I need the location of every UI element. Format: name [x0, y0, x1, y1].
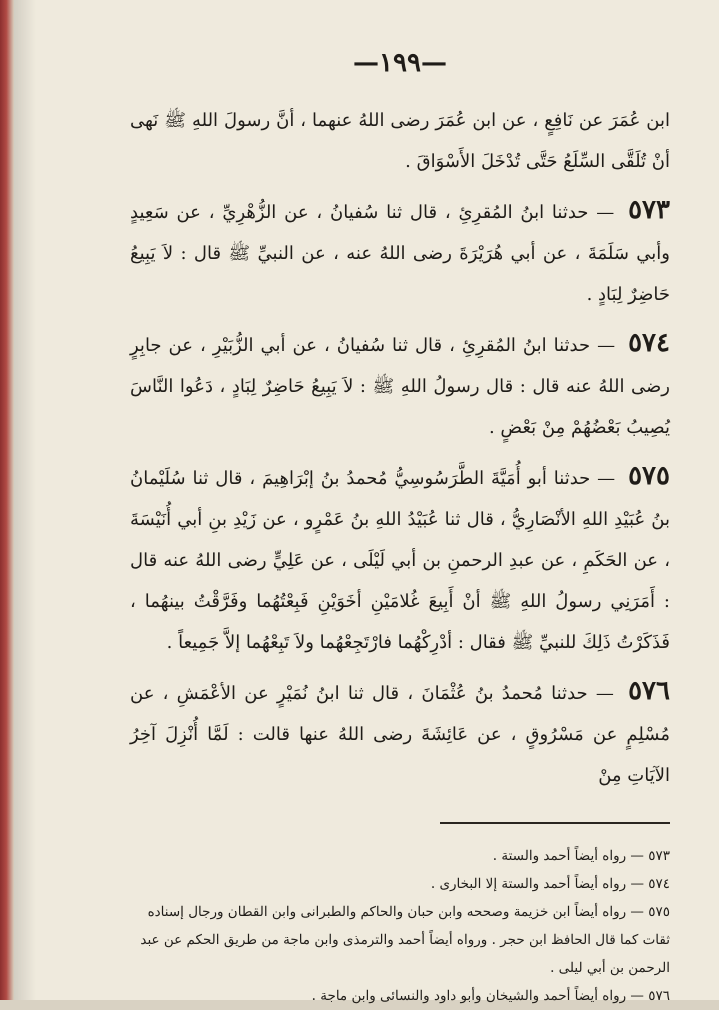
hadith-number: ٥٧٣ — [628, 195, 670, 225]
paragraph-text: — حدثنا ابنُ المُقرِئِ ، قال ثنا سُفيانُ ، عن أبي الزُّبَيْرِ ، عن جابِرٍ رضى اللهُ عنه قال : قال رسولُ اللهِ ﷺ : لاَ يَبِيعُ حَاضِرٌ لِبَادٍ ، دَعُوا النَّاسَ يُصِيبُ بَعْضُهُمْ مِنْ بَعْضٍ . — [130, 335, 670, 438]
hadith-575 — [130, 456, 670, 663]
paragraph-text: — حدثنا أبو أُمَيَّةَ الطَّرَسُوسِيُّ مُحمدُ بنُ إبْرَاهِيمَ ، قال ثنا سُلَيْمانُ بنُ عُبَيْدِ اللهِ الأنْصَارِيُّ ، قال ثنا عُبَيْدُ اللهِ بنُ عَمْرٍو ، عن زَيْدِ بنِ أبي أُنَيْسَةَ ، عن الحَكَمِ ، عن عبدِ الرحمنِ بن أبي لَيْلَى ، عن عَلِيٍّ رضى اللهُ عنه قال : أَمَرَنِي رسولُ اللهِ ﷺ أنْ أَبِيعَ غُلامَيْنِ أخَوَيْنِ فَبِعْتُهُما وفَرَّقْتُ بينهُما ، فَذَكَرْتُ ذَلِكَ للنبيِّ ﷺ فقال : أدْرِكْهُما فارْتَجِعْهُما ولاَ تَبِعْهُما إلاَّ جَمِيعاً . — [130, 468, 670, 653]
footnote-573: ٥٧٣ — رواه أيضاً أحمد والستة . — [492, 848, 670, 864]
spine-shadow — [14, 0, 36, 1000]
footnote-divider — [440, 822, 670, 824]
hadith-number: ٥٧٤ — [628, 328, 670, 358]
hadith-573 — [130, 190, 670, 315]
footnote-575: ٥٧٥ — رواه أيضاً ابن خزيمة وصححه وابن حبان والحاكم والطبرانى وابن القطان ورجال إسناده ثقات كما قال الحافظ ابن حجر . ورواه أيضاً أحمد والترمذى وابن ماجة من طريق الحكم عن عبد الرحمن بن أبي ليلى . — [140, 904, 670, 976]
paragraph-text: ابن عُمَرَ عن نَافِعٍ ، عن ابن عُمَرَ رضى اللهُ عنهما ، أنَّ رسولَ اللهِ ﷺ نَهى أنْ تُلَقَّى السِّلَعُ حَتَّى تُدْخَلَ الأَسْوَاقَ . — [130, 110, 670, 172]
hadith-574 — [130, 323, 670, 448]
hadith-number: ٥٧٥ — [628, 461, 670, 491]
book-binding-edge — [0, 0, 14, 1000]
footnotes — [130, 842, 670, 1010]
footnote-576: ٥٧٦ — رواه أيضاً أحمد والشيخان وأبو داود والنسائى وابن ماجة . — [311, 988, 670, 1004]
paragraph-text: — حدثنا مُحمدُ بنُ عُثْمَانَ ، قال ثنا ابنُ نُمَيْرٍ عن الأعْمَشِ ، عن مُسْلِمٍ عن مَسْرُوقٍ ، عن عَائِشَةَ رضى اللهُ عنها قالت : لَمَّا أُنْزِلَ آخِرُ الآيَاتِ مِنْ — [130, 683, 670, 786]
footnote-574: ٥٧٤ — رواه أيضاً أحمد والستة إلا البخارى . — [430, 876, 670, 892]
page-content — [130, 48, 670, 1010]
hadith-continuation — [130, 100, 670, 182]
hadith-number: ٥٧٦ — [628, 676, 670, 706]
page-number: —١٩٩— — [353, 48, 447, 78]
paragraph-text: — حدثنا ابنُ المُقرِئِ ، قال ثنا سُفيانُ ، عن الزُّهْرِيِّ ، عن سَعِيدٍ وأبي سَلَمَةَ ، عن أبي هُرَيْرَةَ رضى اللهُ عنه ، عن النبيِّ ﷺ قال : لاَ يَبِيعُ حَاضِرٌ لِبَادٍ . — [130, 202, 670, 305]
hadith-576 — [130, 671, 670, 796]
